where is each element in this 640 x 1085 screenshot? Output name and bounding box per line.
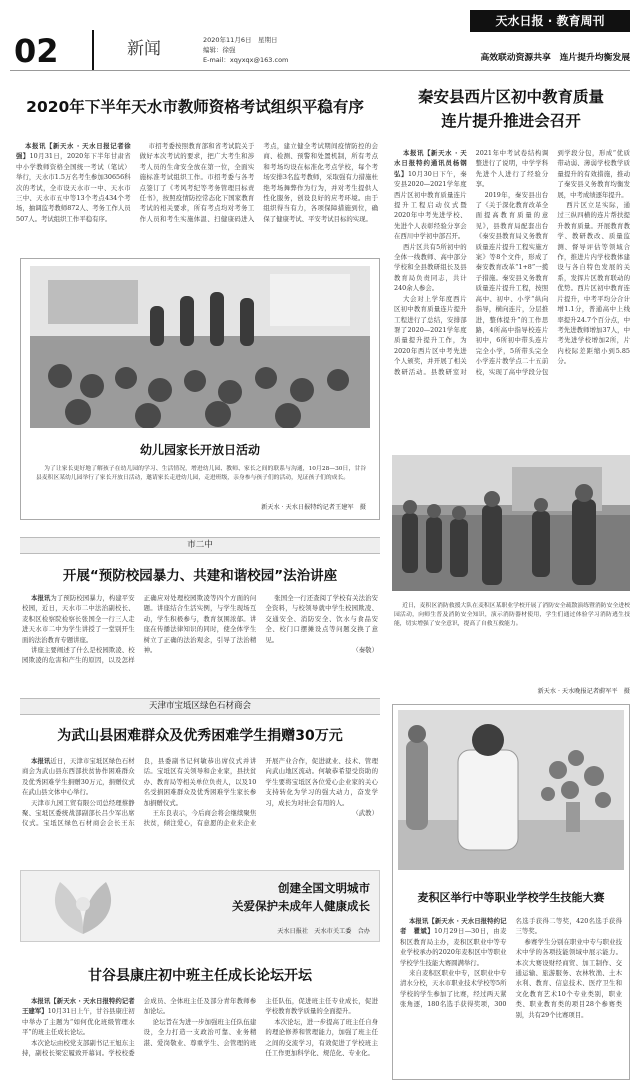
skills-photo bbox=[398, 710, 624, 870]
qinan-paragraph: 2019年，秦安县出台了《关于深化教育改革全面提高教育质量的意见》，县教育局配套出台《秦安县教育局义务教育质量连片提升工程实施方案》等8个文件，形成了秦安教育改革“1+8”一揽子措施。秦安县义务教育质量连片提升工程，按照高中、初中、小学“纵向指导，横向连片，分层推进，整体提升”的工作思路，4所高中指导校连片初中，6所初中带头连片完全小学，5所带头完全小学连片教学点二十五前校，实现了高中学段分包到学段分包，形成“优质带动弱、薄弱学校教学质量提升的有效措施，推动了秦安县义务教育均衡发展，中考成绩逐年提升。 bbox=[475, 149, 630, 376]
law-title: 开展“预防校园暴力、共建和谐校园”法治讲座 bbox=[62, 568, 338, 584]
kindergarten-credit: 新天水 · 天水日报特约记者王建军 摄 bbox=[261, 504, 366, 511]
donation-signature: （武教） bbox=[352, 809, 378, 818]
forum-byline: 本报讯【新天水 · 天水日报特约记者王建军】 bbox=[22, 997, 135, 1016]
header-rule bbox=[10, 70, 630, 71]
skills-paragraph: 来自麦积区职业中专，区职业中专清水分校，天水市职业技术学校等5所学校的学生参加了比赛，经过两天紧张角逐，180名选手获得奖项，300名选手获得二等奖，420名选手获得三等奖。 bbox=[400, 917, 622, 1009]
banner-line1: 创建全国文明城市 bbox=[278, 881, 370, 895]
qinan-paragraph: 大会对上学年度西片区初中教育质量连片提升工程进行了总结，安排部署了2020—2021学年度质量提升提升工作，为2020年西片区中考先进个人颁奖，并开展了相关教研活动。县教研室对2021年中考试卷结构调整进行了说明，中学学科先进个人进行了经验分享。 bbox=[394, 149, 549, 376]
drill-credit: 新天水 · 天水晚报记者蔚军平 摄 bbox=[537, 688, 630, 695]
banner-line2: 关爱保护未成年人健康成长 bbox=[232, 899, 370, 913]
header-line bbox=[92, 30, 94, 70]
law-body bbox=[22, 593, 378, 683]
donation-paragraph: 王东良表示，今后商会将会继续聚焦扶贫，倾注爱心，有意愿的企业来企业开展产业合作，促进就业、技术、管理向武山地区流动。何敏恭希望受资助的学生要将宝坻区各位爱心企业家的关心支持转化为学习的强大动力，奋发学习，成长为对社会有用的人。 bbox=[143, 757, 378, 828]
qinan-paragraph: 10月30日下午，秦安县2020—2021学年度西片区初中教育质量连片提升工程启动仪式暨2020年中考先进学校、先进个人表彰经验分享会在西川中学初中部召开。 bbox=[394, 169, 467, 241]
qinan-title-line1: 秦安县西片区初中教育质量 bbox=[417, 88, 604, 106]
editor-line: 编辑：徐强 bbox=[203, 46, 236, 54]
exam-body bbox=[16, 141, 378, 256]
page-number: 02 bbox=[14, 34, 59, 68]
exam-byline: 本报讯【新天水 · 天水日报记者徐强】 bbox=[16, 142, 131, 161]
forum-paragraph: 本次论坛由校党支部副书记王旭东主持，副校长梁宏履致开幕词。学校校委会成员、全体班主任及部分青年教师参加论坛。 bbox=[22, 997, 257, 1058]
skills-body bbox=[400, 916, 622, 1076]
date-line: 2020年11月6日 星期日 bbox=[203, 36, 278, 44]
kindergarten-photo-image bbox=[30, 266, 370, 428]
skills-title: 麦积区举行中等职业学校学生技能大赛 bbox=[417, 891, 605, 904]
drill-photo bbox=[392, 455, 630, 591]
kindergarten-title: 幼儿园家长开放日活动 bbox=[139, 443, 260, 457]
qinan-title-line2: 连片提升推进会召开 bbox=[441, 112, 581, 130]
slogan: 高效联动资源共享 连片提升均衡发展 bbox=[480, 53, 630, 63]
forum-paragraph: 本次论坛，进一步提高了班主任自身的理论修养和管理能力，加强了班主任之间的交流学习，有效促进了学校班主任工作更加科学化、规范化、专业化。 bbox=[265, 1017, 378, 1058]
skills-photo-image bbox=[398, 710, 624, 870]
law-byline: 本报讯 bbox=[30, 594, 51, 602]
law-signature: （秦敬） bbox=[352, 646, 378, 655]
exam-title: 2020年下半年天水市教师资格考试组织平稳有序 bbox=[26, 98, 364, 116]
qinan-paragraph: 西片区共有5所初中的全体一线教师、高中部分学校和全县教研组长及县教育局负责同志，共计240余人参会。 bbox=[394, 242, 467, 293]
qinan-paragraph: 西片区立足实际，通过三纵四横的连片帮扶提升教育质量。开展教育教学、教研教改、质量监测、督导评估等领域合作，推进片内学校教体建设与各自特色发展的关系，发挥片区教育联动的优势。西片区初中教育连片提升，中考平均分合计增1.1分，普通高中上线率提升24.7个百分点，中考先进教师增加37人，中考先进学校增加2所，片内校际差距缩小到5.85分。 bbox=[557, 201, 630, 366]
kindergarten-photo bbox=[30, 266, 370, 428]
qinan-byline: 本报讯【新天水 · 天水日报特约通讯员杨钢弘】 bbox=[394, 149, 467, 178]
qinan-body bbox=[394, 148, 630, 446]
kindergarten-caption: 为了让家长更好地了解孩子在幼儿园的学习、生活情况，增进幼儿园、教师、家长之间的联系与沟通，10月28—30日，甘谷县麦积区某幼儿园举行了家长开放日活动，邀请家长走进幼儿园，走进班级，亲身参与孩子们的活动，见证孩子们的成长。 bbox=[36, 466, 366, 481]
donation-title: 为武山县困难群众及优秀困难学生捐赠30万元 bbox=[57, 728, 343, 744]
section-name: 新闻 bbox=[127, 39, 161, 59]
donation-paragraph: 天津市九园工贸有限公司总经理蔡静聚、宝坻区委统战部副部长吕少军出席仪式。宝坻区绿色石材商会会长王东良，县委副书记何敏恭出席仪式并讲话。宝坻区有关领导和企业家，县扶贫办、教育局等相关单位负责人，以及10名受捐困难群众及优秀困难学生家长参加捐赠仪式。 bbox=[22, 757, 257, 828]
law-bar: 市二中 bbox=[20, 537, 380, 554]
law-paragraph: 张国全一行还查阅了学校有关法治安全资料，与校领导就中学生校园欺凌、交通安全、消防安全、饮水与食品安全、校门口摆摊设点等问题交换了意见。 bbox=[265, 594, 378, 644]
law-paragraph: 为了预防校园暴力，构建平安校园，近日，天水市二中法治副校长、麦积区检察院检察长张国全一行三人走进天水市二中为学生讲授了一堂别开生面的法治教育专题讲座。 bbox=[22, 594, 135, 644]
donation-paragraph: 近日，天津市宝坻区绿色石材商会为武山县东西部扶贫协作困难群众及优秀困难学生捐赠30万元，捐赠仪式在武山县文体中心举行。 bbox=[22, 757, 135, 797]
law-paragraph: 讲座主要阐述了什么是校园欺凌、校园欺凌的危害和产生的原因，以及怎样正确应对处理校园欺凌等四个方面的问题。讲座结合生活实例，与学生现场互动，学生积极参与，教育氛围浓郁。讲座在传播法律知识的同时，使全体学生树立了正确的法治观念，引导了法治精神。 bbox=[22, 594, 257, 665]
forum-paragraph: 论坛旨在为进一步加强班主任队伍建设，全力打造一支政治可靠、业务精湛、爱岗敬业、尊重学生、会管理的班主任队伍，促进班主任专业成长，促进学校教育教学质量的全面提升。 bbox=[143, 997, 378, 1047]
skills-paragraph: 参赛学生分别在职业中专与职业技术中学的各项技能领域中展示能力。本次大赛设财经商贸、加工制作、交通运输、旅游服务、农林牧渔、土木水利、教育、信息技术、医疗卫生和文化教育艺术10个专业类别，职业类、职业教育类的项目28个参赛类别，共有29个比赛项目。 bbox=[515, 937, 622, 1019]
email-line: E-mail：xqyxqx@163.com bbox=[203, 56, 289, 64]
exam-paragraph: 市招考委按照教育部和省考试院关于做好本次考试的要求，把广大考生和涉考人员的生命安全放在第一位，全面实施标准考试组织工作。市招考委与各考点签订了《考风考纪等考务管理目标责任书》，按照疫情防控常态化下国家教育考试的相关要求，所有考点均对考务工作人员和考生实施体温、扫健康码进入考点，建立健全考试期间疫情防控的会商、检测、预警和处置机制，所有考点和考场均设在标准化考点学校，每个考场安排3名监考教师，采取强有力措施杜绝考场舞弊作为行为，并对考生提供人性化服务，创设良好的应考环境。由于组织得当有力，各项保障措施到位，确保了健康考试、平安考试目标的实现。 bbox=[139, 142, 378, 223]
forum-paragraph: 10月31日上午，甘谷县康庄初中举办了主题为“如何优化班级管理水平”的班主任成长论坛。 bbox=[22, 1007, 135, 1037]
forum-body bbox=[22, 996, 378, 1080]
donation-body bbox=[22, 756, 378, 866]
donation-byline: 本报讯 bbox=[30, 757, 51, 765]
drill-photo-image bbox=[392, 455, 630, 591]
banner-credit: 天水日报社 天水市关工委 合办 bbox=[277, 928, 370, 935]
drill-caption: 近日，麦积区消防救援大队在麦积区某职业学校开展了消防安全疏散演练暨消防安全进校园活动，向师生普及消防安全知识，演示消防器材使用，学生们通过体验学习消防逃生技能，切实增强了安全意识，提高了自救互救能力。 bbox=[394, 603, 630, 627]
skills-byline: 本报讯【新天水 · 天水日报特约记者 瞿斌】 bbox=[400, 917, 507, 936]
skills-paragraph: 10月29日—30日，由麦积区教育局主办，麦积区职业中等专业学校承办的2020年麦积区中等职业学校学生技能大赛圆满举行。 bbox=[400, 927, 507, 967]
exam-paragraph: 10月31日，2020年下半年甘肃省中小学教师资格全国统一考试（笔试）举行，天水市1.5万名考生参加30656科次的考试，全市设天水市一中、天水市三中、天水市五中等13个考点434个考场，抽调监考教师872人、考务工作人员507人。考试组织工作平稳有序。 bbox=[16, 152, 131, 223]
donation-bar: 天津市宝坻区绿色石材商会 bbox=[20, 698, 380, 715]
forum-title: 甘谷县康庄初中班主任成长论坛开坛 bbox=[88, 968, 312, 984]
banner-leaf-icon bbox=[38, 874, 128, 938]
paper-name: 天水日报 · 教育周刊 bbox=[470, 10, 630, 32]
